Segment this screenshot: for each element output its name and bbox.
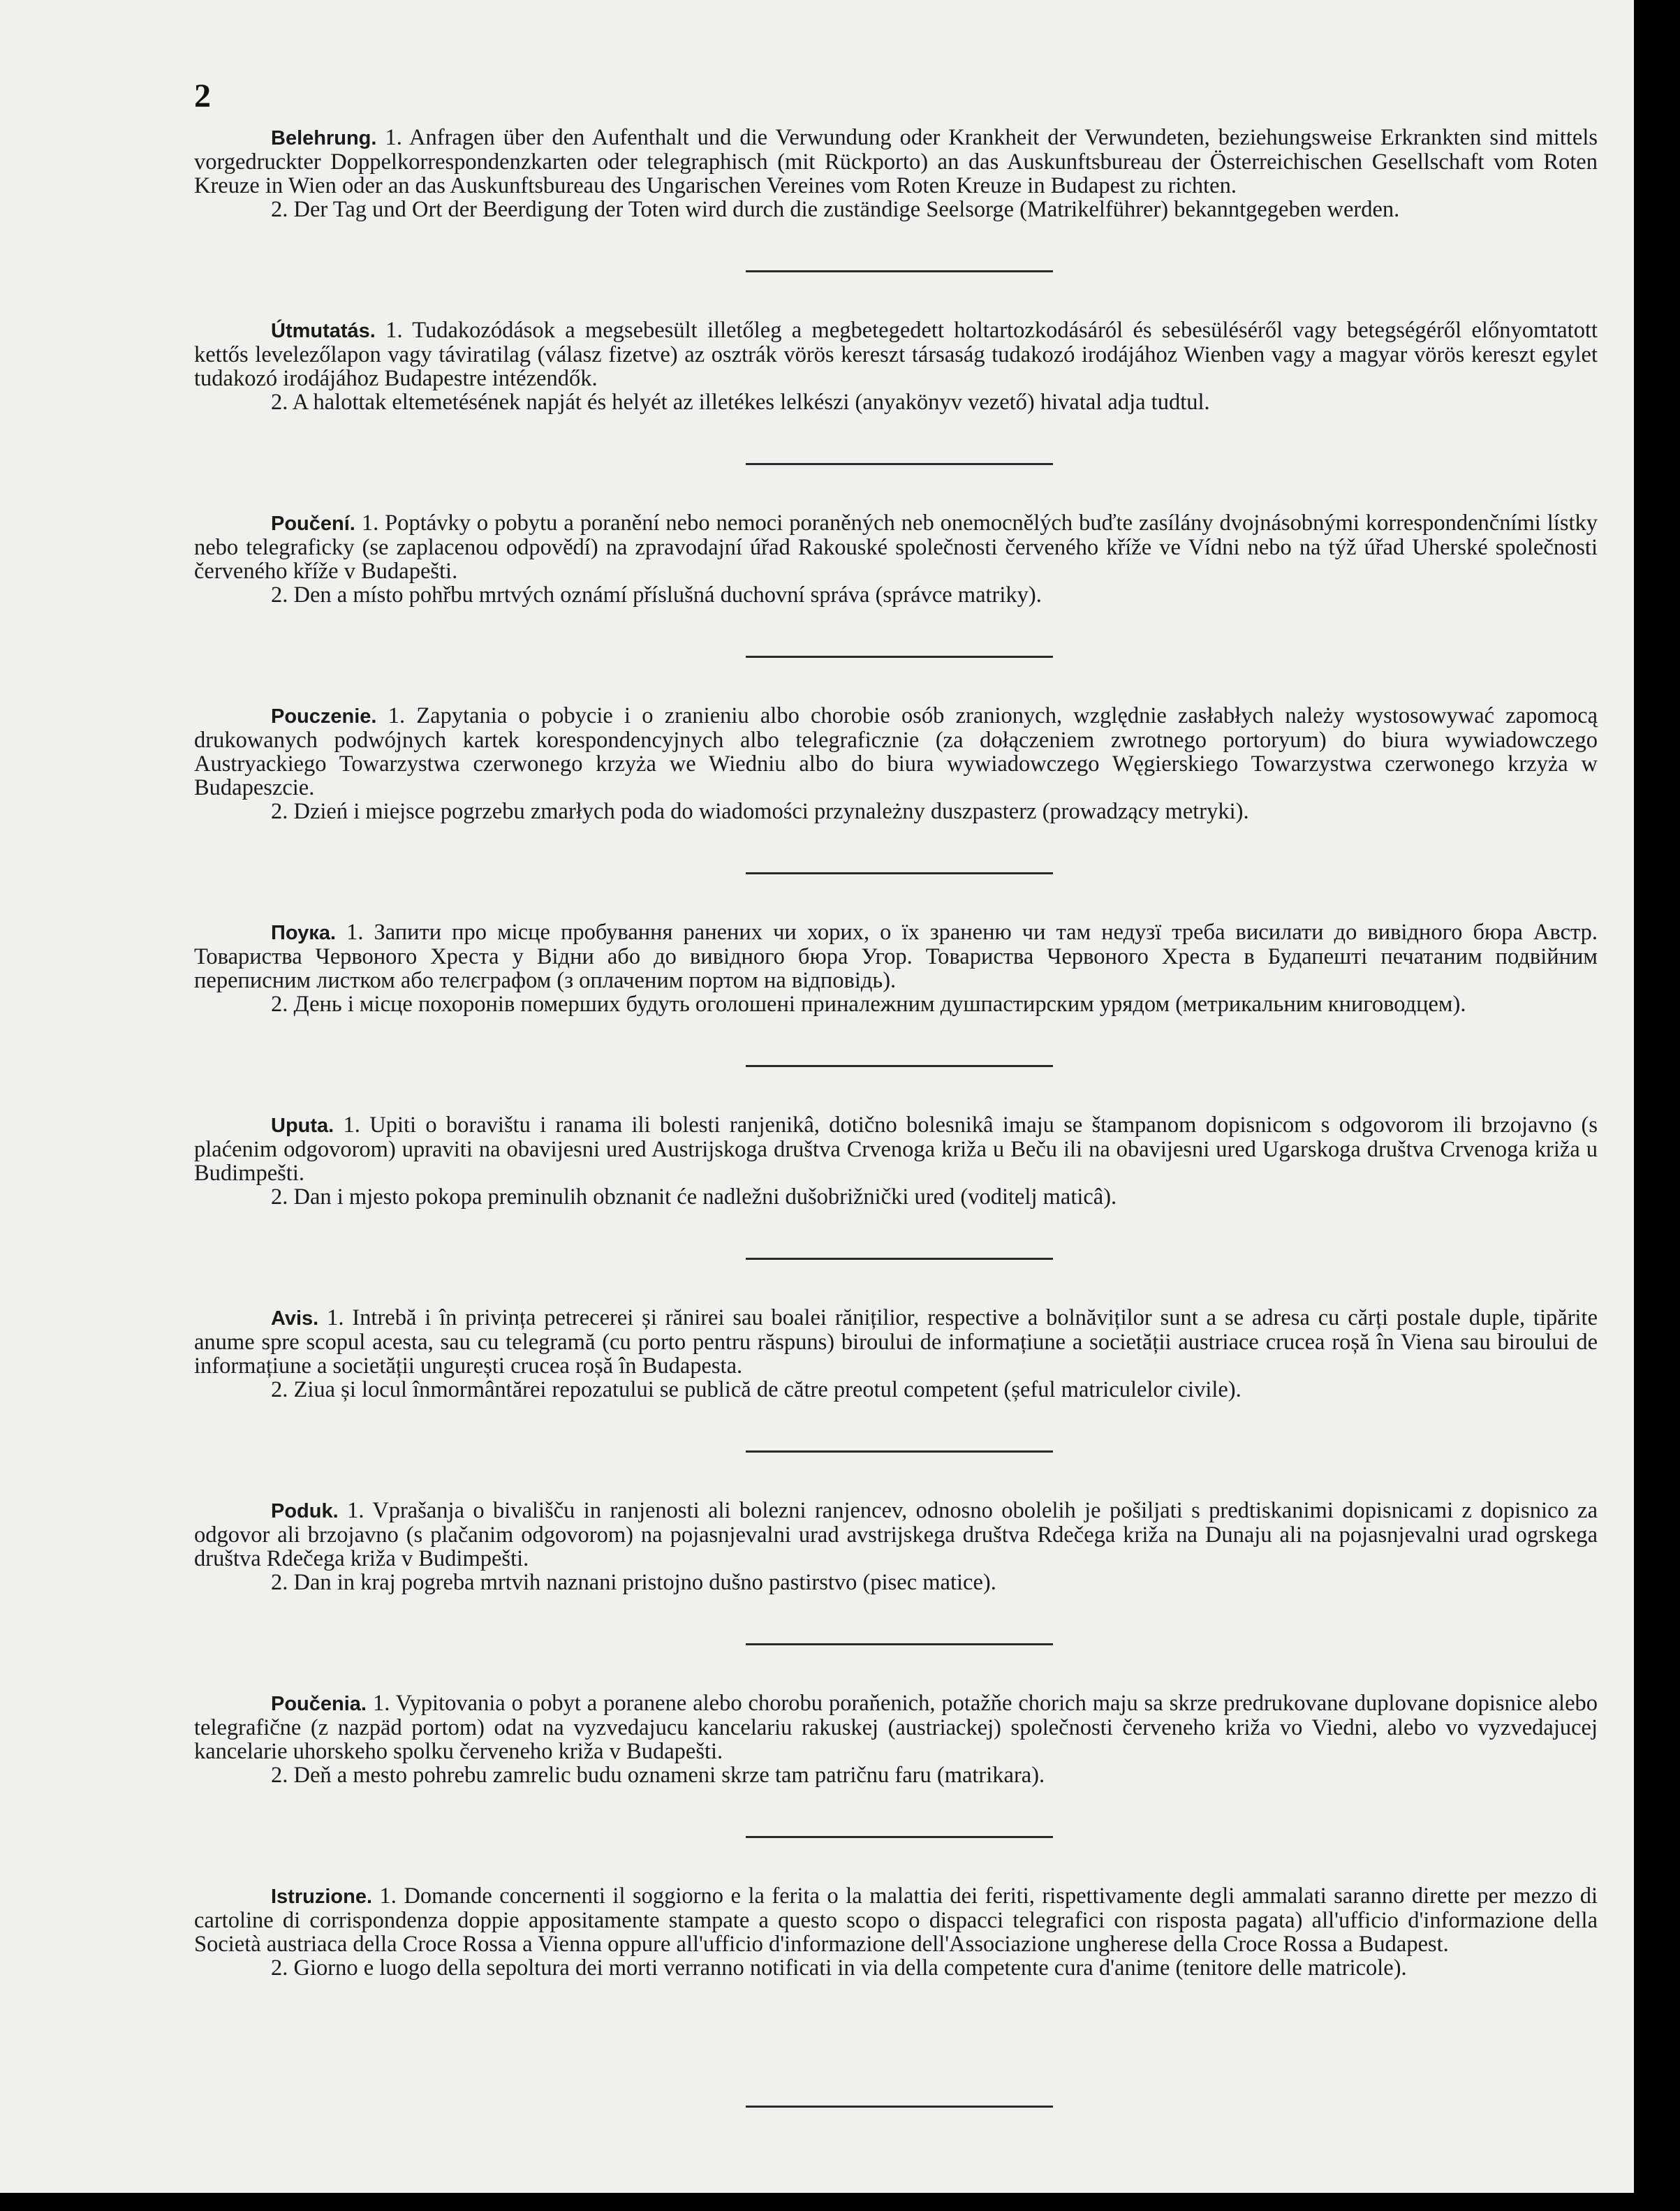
paragraph-2: 2. Dan i mjesto pokopa preminulih obznanit će nadležni dušobrižnički ured (voditelj maticâ). bbox=[271, 1184, 1117, 1210]
paragraph-1 bbox=[194, 1113, 1598, 1185]
paragraph-1 bbox=[194, 1499, 1598, 1571]
section-divider bbox=[746, 1065, 1053, 1067]
section-heading: Poučenia. bbox=[271, 1693, 367, 1715]
section-hungarian bbox=[194, 318, 1598, 414]
paragraph-1 bbox=[194, 1691, 1598, 1763]
section-heading: Belehrung. bbox=[271, 127, 377, 149]
section-heading: Útmutatás. bbox=[271, 320, 376, 342]
paragraph-1 bbox=[194, 126, 1598, 198]
section-divider bbox=[746, 1258, 1053, 1260]
paragraph-2: 2. Dan in kraj pogreba mrtvih naznani pristojno dušno pastirstvo (pisec matice). bbox=[271, 1570, 996, 1595]
section-divider bbox=[746, 1836, 1053, 1838]
paragraph-2: 2. Deň a mesto pohrebu zamrelic budu oznameni skrze tam patričnu faru (matrikara). bbox=[271, 1763, 1045, 1788]
paragraph-2: 2. A halottak eltemetésének napját és helyét az illetékes lelkészi (anyakönyv vezető) hivatal adja tudtul. bbox=[271, 390, 1210, 415]
section-heading: Poučení. bbox=[271, 513, 355, 535]
paragraph-1 bbox=[194, 318, 1598, 390]
paragraph-text: 1. Intrebă i în privința petrecerei și rănirei sau boalei rănițilior, respective a bolnăviților sunt a se adresa cu cărți postale duple, tipărite anume spre scopul acesta, sau cu telegramă (cu porto pentru răspuns) biroului de informațiune a societății austriace crucea roșă în Viena sau biroului de informațiune a societății ungurești crucea roșă în Budapesta. bbox=[194, 1305, 1598, 1379]
section-heading: Pouczenie. bbox=[271, 705, 377, 728]
section-german bbox=[194, 126, 1598, 221]
section-heading: Uputa. bbox=[271, 1115, 334, 1137]
paragraph-text: 1. Poptávky o pobytu a poranění nebo nemoci poraněných neb onemocnělých buďte zasílány dvojnásobnými korrespondenčními lístky nebo telegraficky (se zaplacenou odpovědí) na zpravodajní úřad Rakouské společnosti červeného kříže ve Vídni nebo na týž úřad Uherské společnosti červeného kříže v Budapešti. bbox=[194, 510, 1598, 584]
section-divider bbox=[746, 270, 1053, 272]
page-number: 2 bbox=[194, 78, 211, 115]
section-polish bbox=[194, 704, 1598, 823]
section-divider bbox=[746, 1643, 1053, 1645]
paragraph-text: 1. Vypitovania o pobyt a poranene alebo chorobu poraňenich, potažňe chorich maju sa skrze predrukovane duplovane dopisnice alebo telegrafične (z nazpäd portom) odat na vyzvedajucu kancelariu rakuskej (austriackej) společnosti červeneho križa vo Viedni, alebo vo vyzvedajucej kancelarie uhorskeho spolku červeneho križa v Budapešti. bbox=[194, 1691, 1598, 1764]
paragraph-2: 2. Dzień i miejsce pogrzebu zmarłych poda do wiadomości przynależny duszpasterz (prowadzący metryki). bbox=[271, 799, 1249, 824]
section-ukrainian bbox=[194, 920, 1598, 1016]
section-romanian bbox=[194, 1306, 1598, 1402]
paragraph-text: 1. Tudakozódások a megsebesült illetőleg a megbetegedett holtartozkodásáról és sebesüléséről vagy betegségéről előnyomtatott kettős levelezőlapon vagy táviratilag (válasz fizetve) az osztrák vörös kereszt társaság tudakozó irodájához Wienben vagy a magyar vörös kereszt egylet tudakozó irodájához Budapestre intézendők. bbox=[194, 318, 1598, 391]
paragraph-1 bbox=[194, 920, 1598, 992]
section-divider bbox=[746, 656, 1053, 658]
section-heading: Avis. bbox=[271, 1307, 319, 1330]
paragraph-text: 1. Upiti o boravištu i ranama ili bolesti ranjenikâ, dotično bolesnikâ imaju se štampanom dopisnicom s odgovorom ili brzojavno (s plaćenim odgovorom) upraviti na obavijesni ured Austrijskoga društva Crvenoga križa u Beču ili na obavijesni ured Ugarskoga društva Crvenoga križa u Budimpešti. bbox=[194, 1112, 1598, 1186]
paragraph-2: 2. Giorno e luogo della sepoltura dei morti verranno notificati in via della competente cura d'anime (tenitore delle matricole). bbox=[271, 1955, 1407, 1981]
paragraph-text: 1. Anfragen über den Aufenthalt und die Verwundung oder Krankheit der Verwundeten, beziehungsweise Erkrankten sind mittels vorgedruckter Doppelkorrespondenzkarten oder telegraphisch (mit Rückporto) an das Auskunftsbureau der Österreichischen Gesellschaft vom Roten Kreuze in Wien oder an das Auskunftsbureau des Ungarischen Vereines vom Roten Kreuze in Budapest zu richten. bbox=[194, 125, 1598, 198]
paragraph-2: 2. Der Tag und Ort der Beerdigung der Toten wird durch die zuständige Seelsorge (Matrikelführer) bekanntgegeben werden. bbox=[271, 197, 1400, 222]
paragraph-text: 1. Запити про місце пробування ранених чи хорих, о їх зраненю чи там недузї треба висилати до вивідного бюра Австр. Товариства Червоного Хреста у Відни або до вивідного бюра Угор. Товариства Червоного Хреста в Будапешті печатаним подвійним переписним листком або телєграфом (з оплаченим портом на відповідь). bbox=[194, 920, 1598, 993]
paragraph-1 bbox=[194, 704, 1598, 800]
paragraph-2: 2. День і місце похоронів померших будуть оголошені приналежним душпастирским урядом (метрикальним книговодцем). bbox=[271, 992, 1466, 1017]
paragraph-1 bbox=[194, 1884, 1598, 1956]
section-divider bbox=[746, 1450, 1053, 1453]
paragraph-text: 1. Vprašanja o bivališču in ranjenosti ali bolezni ranjencev, odnosno obolelih je pošiljati s predtiskanimi dopisnicami z dopisnico za odgovor ali brzojavno (s plačanim odgovorom) na pojasnjevalni urad avstrijskega društva Rdečega križa na Dunaju ali na pojasnjevalni urad ogrskega društva Rdečega križa v Budimpešti. bbox=[194, 1498, 1598, 1571]
section-croatian bbox=[194, 1113, 1598, 1209]
section-slovenian bbox=[194, 1499, 1598, 1594]
paragraph-2: 2. Den a místo pohřbu mrtvých oznámí příslušná duchovní správa (správce matriky). bbox=[271, 582, 1042, 608]
section-heading: Поука. bbox=[271, 922, 337, 944]
paragraph-1 bbox=[194, 1306, 1598, 1378]
section-divider bbox=[746, 2106, 1053, 2108]
section-heading: Poduk. bbox=[271, 1500, 339, 1522]
section-slovak bbox=[194, 1691, 1598, 1787]
section-heading: Istruzione. bbox=[271, 1886, 373, 1908]
paragraph-2: 2. Ziua și locul înmormântărei repozatului se publică de către preotul competent (șeful matriculelor civile). bbox=[271, 1377, 1241, 1402]
section-italian bbox=[194, 1884, 1598, 1980]
section-czech bbox=[194, 511, 1598, 607]
section-divider bbox=[746, 872, 1053, 874]
section-divider bbox=[746, 463, 1053, 465]
paragraph-1 bbox=[194, 511, 1598, 583]
instructions-body bbox=[194, 126, 1598, 2154]
paragraph-text: 1. Domande concernenti il soggiorno e la ferita o la malattia dei feriti, rispettivamente degli ammalati saranno dirette per mezzo di cartoline di corrispondenza doppie appositamente stampate a questo scopo o dispacci telegrafici con risposta pagata) all'ufficio d'informazione della Società austriaca della Croce Rossa a Vienna oppure all'ufficio d'informazione dell'Associazione ungherese della Croce Rossa a Budapest. bbox=[194, 1883, 1598, 1957]
paragraph-text: 1. Zapytania o pobycie i o zranieniu albo chorobie osób zranionych, względnie zasłabłych należy wystosowywać zapomocą drukowanych podwójnych kartek korespondencyjnych albo telegraficznie (za dołączeniem zwrotnego portoryum) do biura wywiadowczego Austryackiego Towarzystwa czerwonego krzyża we Wiedniu albo do biura wywiadowczego Węgierskiego Towarzystwa czerwonego krzyża w Budapeszcie. bbox=[194, 703, 1598, 800]
